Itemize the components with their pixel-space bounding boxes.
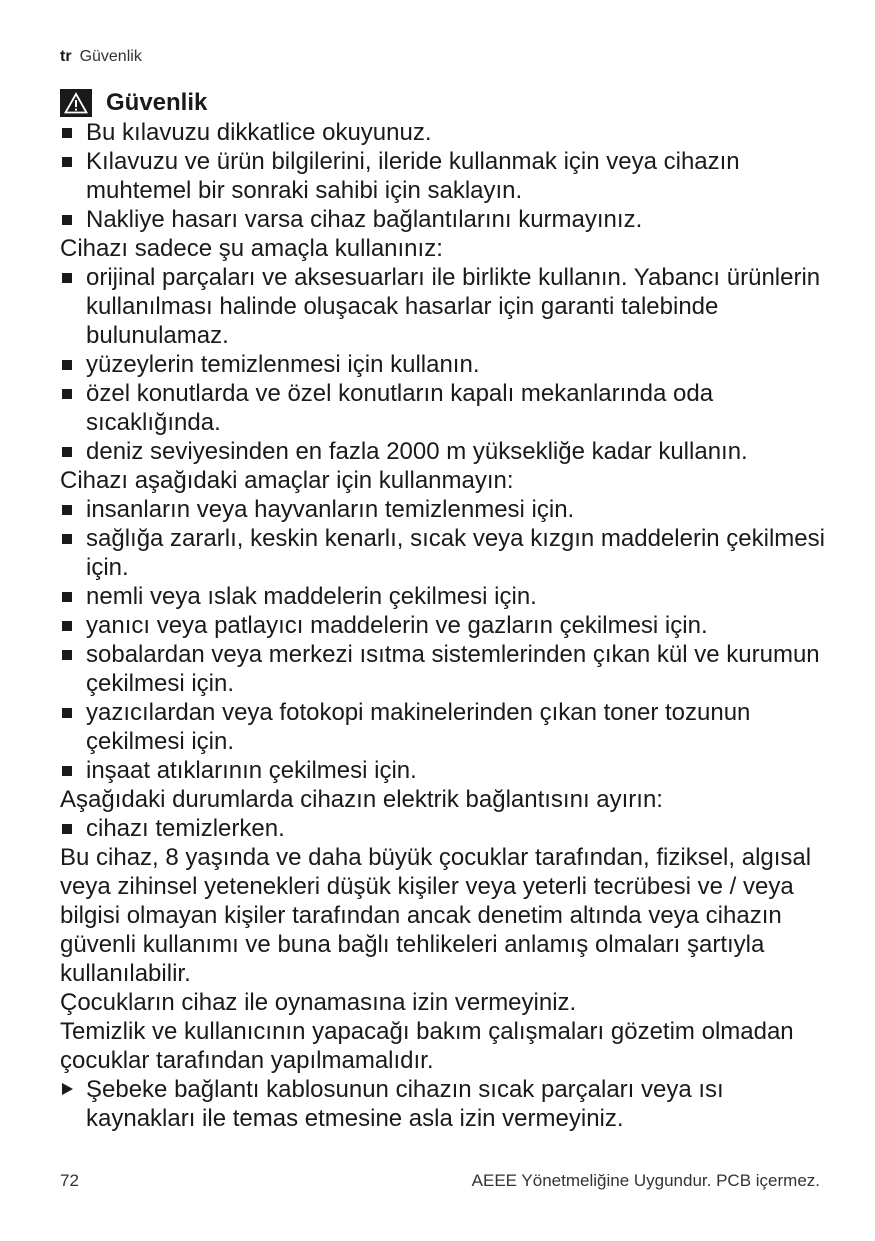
triangle-arrow-icon [62, 1083, 73, 1095]
square-bullet-icon [62, 128, 72, 138]
square-bullet-icon [62, 447, 72, 457]
intro-bullet-list [60, 118, 825, 234]
children-paragraph: Bu cihaz, 8 yaşında ve daha büyük çocuklar tarafından, fiziksel, algısal veya zihinsel yetenekleri düşük kişiler veya yeterli tecrübesi ve / veya bilgisi olmayan kişiler tarafından ancak denetim altında veya cihazın güvenli kullanımı ve buna bağlı tehlikeleri anlamış olmaları şartıyla kullanılabilir. [60, 844, 812, 987]
list-item: orijinal parçaları ve aksesuarları ile birlikte kullanın. Yabancı ürünlerin kullanılması halinde oluşacak hasarlar için garanti talebinde bulunulamaz. [60, 263, 825, 350]
square-bullet-icon [62, 621, 72, 631]
square-bullet-icon [62, 592, 72, 602]
list-item: cihazı temizlerken. [60, 814, 825, 843]
square-bullet-icon [62, 215, 72, 225]
running-header [60, 47, 142, 67]
square-bullet-icon [62, 157, 72, 167]
square-bullet-icon [62, 766, 72, 776]
page-title: Güvenlik [106, 89, 208, 116]
square-bullet-icon [62, 389, 72, 399]
square-bullet-icon [62, 534, 72, 544]
disconnect-bullet-list [60, 814, 825, 843]
page-number: 72 [60, 1171, 79, 1190]
list-item: nemli veya ıslak maddelerin çekilmesi için. [60, 582, 825, 611]
list-item: yazıcılardan veya fotokopi makinelerinden çıkan toner tozunun çekilmesi için. [60, 698, 825, 756]
not-use-bullet-list [60, 495, 825, 785]
page-content [60, 88, 825, 1133]
list-item: inşaat atıklarının çekilmesi için. [60, 756, 825, 785]
running-header-section: Güvenlik [79, 48, 142, 65]
list-item: özel konutlarda ve özel konutların kapalı mekanlarında oda sıcaklığında. [60, 379, 825, 437]
list-item: insanların veya hayvanların temizlenmesi için. [60, 495, 825, 524]
square-bullet-icon [62, 360, 72, 370]
square-bullet-icon [62, 273, 72, 283]
list-item: Kılavuzu ve ürün bilgilerini, ileride kullanmak için veya cihazın muhtemel bir sonraki sahibi için saklayın. [60, 147, 825, 205]
children-play-paragraph: Çocukların cihaz ile oynamasına izin vermeyiniz. [60, 989, 577, 1016]
square-bullet-icon [62, 708, 72, 718]
square-bullet-icon [62, 824, 72, 834]
square-bullet-icon [62, 505, 72, 515]
warning-triangle-icon [60, 89, 92, 117]
list-item: sobalardan veya merkezi ısıtma sistemlerinden çıkan kül ve kurumun çekilmesi için. [60, 640, 825, 698]
list-item: yanıcı veya patlayıcı maddelerin ve gazların çekilmesi için. [60, 611, 825, 640]
not-use-heading: Cihazı aşağıdaki amaçlar için kullanmayın: [60, 467, 514, 494]
use-bullet-list [60, 263, 825, 466]
list-item: sağlığa zararlı, keskin kenarlı, sıcak veya kızgın maddelerin çekilmesi için. [60, 524, 825, 582]
list-item: Nakliye hasarı varsa cihaz bağlantılarını kurmayınız. [60, 205, 825, 234]
footer-note: AEEE Yönetmeliğine Uygundur. PCB içermez. [471, 1171, 820, 1190]
section-heading [60, 88, 825, 117]
list-item: Bu kılavuzu dikkatlice okuyunuz. [60, 118, 825, 147]
action-instruction: Şebeke bağlantı kablosunun cihazın sıcak parçaları veya ısı kaynakları ile temas etmesine asla izin vermeyiniz. [60, 1075, 825, 1133]
use-heading: Cihazı sadece şu amaçla kullanınız: [60, 235, 443, 262]
list-item: yüzeylerin temizlenmesi için kullanın. [60, 350, 825, 379]
cleaning-paragraph: Temizlik ve kullanıcının yapacağı bakım çalışmaları gözetim olmadan çocuklar tarafından yapılmamalıdır. [60, 1018, 794, 1074]
language-code: tr [60, 48, 72, 65]
list-item: deniz seviyesinden en fazla 2000 m yüksekliğe kadar kullanın. [60, 437, 825, 466]
disconnect-heading: Aşağıdaki durumlarda cihazın elektrik bağlantısını ayırın: [60, 786, 663, 813]
square-bullet-icon [62, 650, 72, 660]
